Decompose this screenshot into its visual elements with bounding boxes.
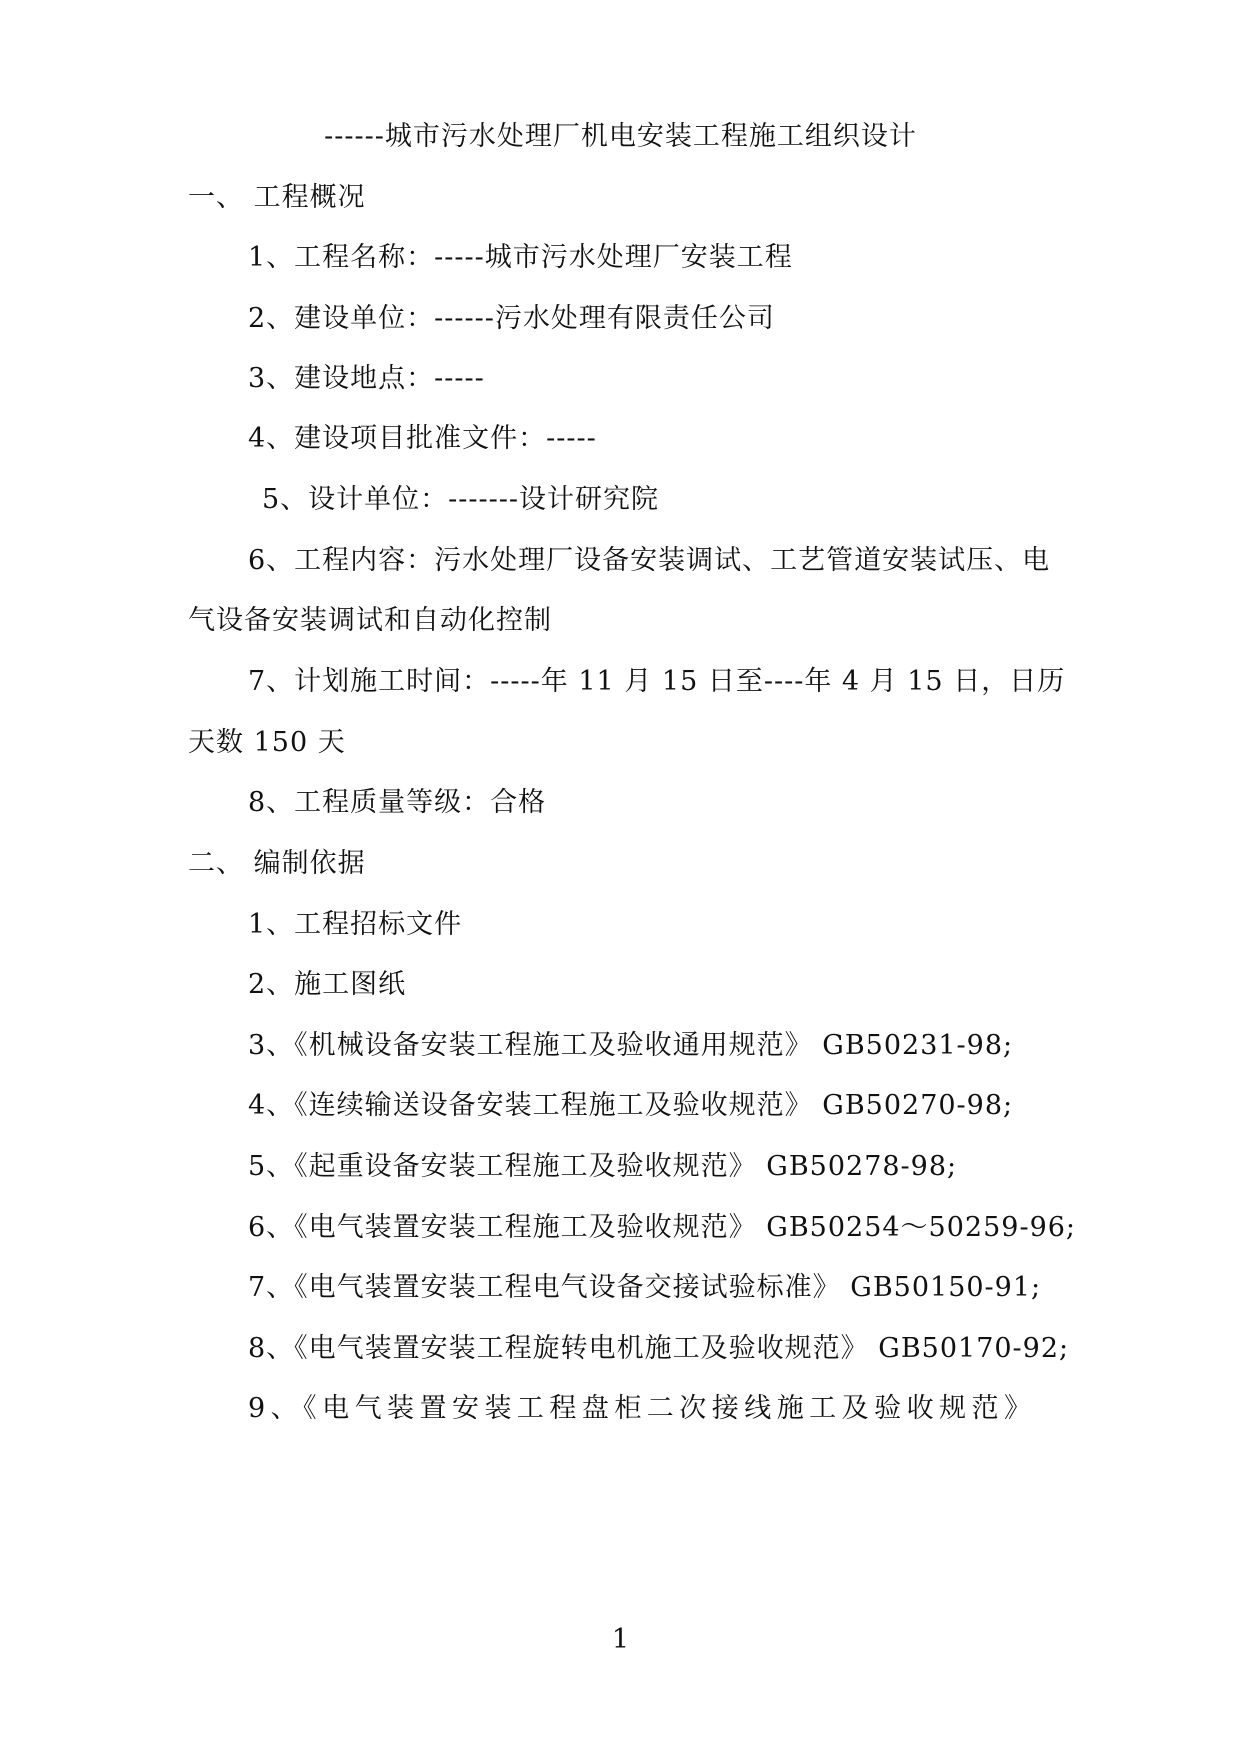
section-heading-overview: 一、 工程概况: [188, 182, 366, 213]
basis-item-standard-gb50254: 6、《电气装置安装工程施工及验收规范》 GB50254～50259-96;: [248, 1212, 1077, 1243]
overview-item-schedule-continued: 天数 150 天: [188, 727, 346, 758]
overview-item-design-unit: 5、设计单位：-------设计研究院: [262, 484, 660, 515]
overview-item-scope: 6、工程内容：污水处理厂设备安装调试、工艺管道安装试压、电: [248, 545, 1051, 576]
basis-item-standard-gb50170: 8、《电气装置安装工程旋转电机施工及验收规范》 GB50170-92;: [248, 1333, 1070, 1364]
overview-item-schedule: 7、计划施工时间：-----年 11 月 15 日至----年 4 月 15 日，日历: [248, 666, 1066, 697]
basis-item-standard-gb50231: 3、《机械设备安装工程施工及验收通用规范》 GB50231-98;: [248, 1030, 1014, 1061]
basis-item-drawings: 2、施工图纸: [248, 969, 407, 1000]
page-number: 1: [611, 1624, 630, 1655]
basis-item-tender-documents: 1、工程招标文件: [248, 909, 463, 940]
overview-item-quality-grade: 8、工程质量等级：合格: [248, 787, 547, 818]
overview-item-project-name: 1、工程名称：-----城市污水处理厂安装工程: [248, 242, 793, 273]
basis-item-standard-gb50278: 5、《起重设备安装工程施工及验收规范》 GB50278-98;: [248, 1151, 958, 1182]
basis-item-standard-panel-wiring: 9、《电气装置安装工程盘柜二次接线施工及验收规范》: [248, 1393, 1032, 1424]
overview-item-location: 3、建设地点：-----: [248, 363, 485, 394]
overview-item-client: 2、建设单位：------污水处理有限责任公司: [248, 303, 775, 334]
overview-item-approval-document: 4、建设项目批准文件：-----: [248, 423, 597, 454]
section-heading-basis: 二、 编制依据: [188, 848, 366, 879]
basis-item-standard-gb50150: 7、《电气装置安装工程电气设备交接试验标准》 GB50150-91;: [248, 1272, 1042, 1303]
basis-item-standard-gb50270: 4、《连续输送设备安装工程施工及验收规范》 GB50270-98;: [248, 1090, 1014, 1121]
overview-item-scope-continued: 气设备安装调试和自动化控制: [188, 605, 552, 636]
document-title: ------城市污水处理厂机电安装工程施工组织设计: [324, 121, 917, 152]
